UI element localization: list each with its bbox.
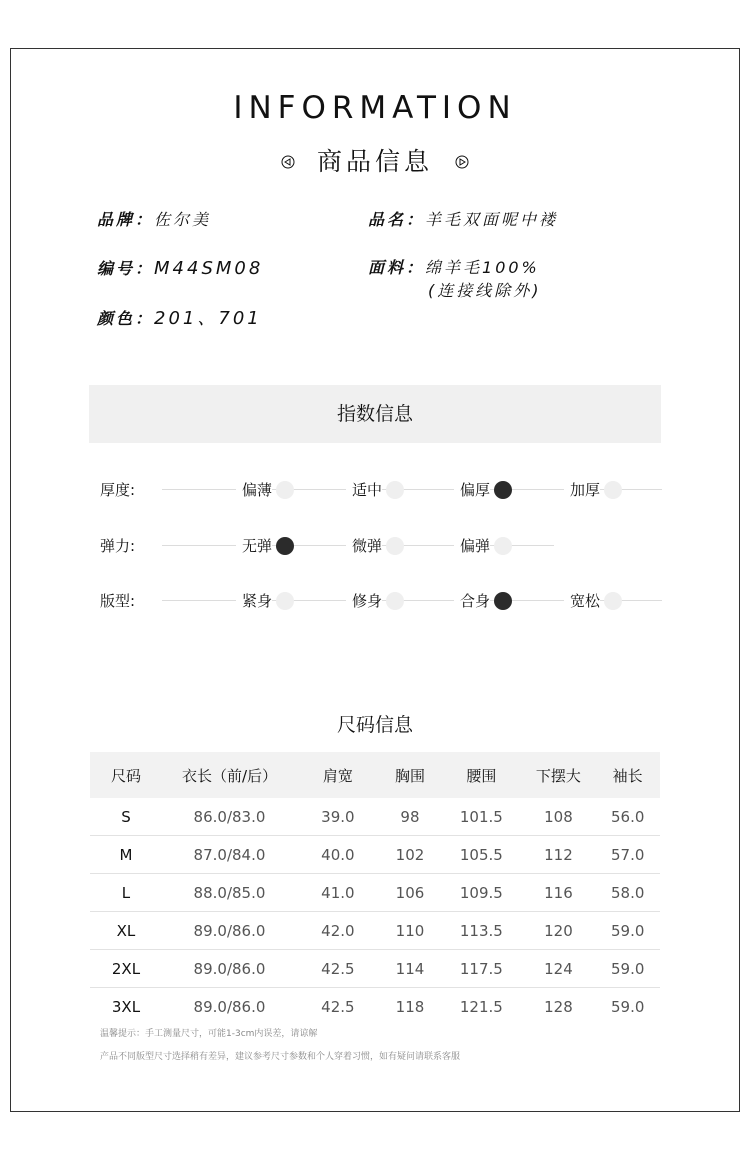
index-option-label: 加厚 bbox=[564, 478, 600, 502]
index-section-title: 指数信息 bbox=[89, 385, 661, 443]
note-line-1: 温馨提示：手工测量尺寸，可能1-3cm内误差，请谅解 bbox=[100, 1029, 318, 1039]
index-option bbox=[542, 478, 622, 502]
measure-cell: 101.5 bbox=[441, 798, 521, 836]
measure-cell: 59.0 bbox=[610, 997, 645, 1016]
index-option bbox=[214, 534, 294, 558]
measure-cell: 120 bbox=[521, 912, 595, 950]
measure-cell: 89.0/86.0 bbox=[162, 950, 297, 988]
unselected-dot-icon bbox=[604, 592, 622, 610]
index-row-label: 厚度: bbox=[100, 481, 136, 499]
size-cell: XL bbox=[90, 912, 162, 950]
measure-cell: 41.0 bbox=[297, 874, 379, 912]
col-header: 衣长（前/后） bbox=[162, 752, 297, 798]
col-header: 肩宽 bbox=[297, 752, 379, 798]
index-option-label: 宽松 bbox=[564, 589, 600, 613]
measure-cell: 114 bbox=[379, 950, 441, 988]
measure-cell: 117.5 bbox=[441, 950, 521, 988]
measure-cell: 56.0 bbox=[595, 798, 660, 836]
brand-field bbox=[97, 207, 211, 230]
size-cell: 3XL bbox=[111, 997, 141, 1016]
index-option-label: 偏薄 bbox=[236, 478, 272, 502]
index-option-label: 微弹 bbox=[346, 534, 382, 558]
index-row-label: 版型: bbox=[100, 592, 136, 610]
name-field bbox=[368, 207, 558, 230]
measure-cell: 89.0/86.0 bbox=[193, 997, 266, 1016]
unselected-dot-icon bbox=[386, 537, 404, 555]
unselected-dot-icon bbox=[386, 481, 404, 499]
measure-cell: 89.0/86.0 bbox=[162, 912, 297, 950]
selected-dot-icon bbox=[494, 481, 512, 499]
fabric-label: 面料： bbox=[368, 258, 426, 277]
measure-cell: 118 bbox=[395, 997, 425, 1016]
code-label: 编号： bbox=[97, 259, 155, 278]
index-option bbox=[432, 589, 512, 613]
measure-cell: 109.5 bbox=[441, 874, 521, 912]
col-header: 腰围 bbox=[441, 752, 521, 798]
index-option bbox=[214, 589, 294, 613]
index-option-label: 合身 bbox=[454, 589, 490, 613]
name-value: 羊毛双面呢中褛 bbox=[425, 210, 559, 229]
unselected-dot-icon bbox=[386, 592, 404, 610]
measure-cell: 39.0 bbox=[297, 798, 379, 836]
color-value: 201、701 bbox=[154, 308, 262, 329]
measure-cell: 124 bbox=[521, 950, 595, 988]
fabric-note: (连接线除外) bbox=[428, 281, 542, 300]
index-row bbox=[100, 534, 665, 558]
measure-cell: 40.0 bbox=[297, 836, 379, 874]
page-title: INFORMATION bbox=[233, 90, 517, 126]
index-option-label: 紧身 bbox=[236, 589, 272, 613]
page-subtitle bbox=[0, 142, 750, 178]
index-option bbox=[214, 478, 294, 502]
index-option-label: 修身 bbox=[346, 589, 382, 613]
selected-dot-icon bbox=[276, 537, 294, 555]
selected-dot-icon bbox=[494, 592, 512, 610]
table-row bbox=[90, 912, 660, 950]
measure-cell: 98 bbox=[379, 798, 441, 836]
fabric-value: 绵羊毛100% bbox=[425, 258, 540, 277]
brand-value: 佐尔美 bbox=[154, 210, 212, 229]
index-option-label: 偏弹 bbox=[454, 534, 490, 558]
measure-cell: 88.0/85.0 bbox=[162, 874, 297, 912]
size-table bbox=[90, 752, 660, 1025]
measure-cell: 102 bbox=[379, 836, 441, 874]
col-header: 袖长 bbox=[595, 752, 660, 798]
size-cell: M bbox=[90, 836, 162, 874]
note-line-2: 产品不同版型尺寸选择稍有差异，建议参考尺寸参数和个人穿着习惯，如有疑问请联系客服 bbox=[100, 1052, 461, 1062]
size-cell: S bbox=[90, 798, 162, 836]
measure-cell: 42.5 bbox=[321, 997, 355, 1016]
measure-cell: 87.0/84.0 bbox=[162, 836, 297, 874]
table-row bbox=[90, 798, 660, 836]
measure-cell: 86.0/83.0 bbox=[162, 798, 297, 836]
right-arrow-icon bbox=[455, 155, 469, 169]
name-label: 品名： bbox=[368, 210, 426, 229]
measure-cell: 110 bbox=[379, 912, 441, 950]
measure-cell: 106 bbox=[379, 874, 441, 912]
measure-cell: 58.0 bbox=[595, 874, 660, 912]
size-section-title: 尺码信息 bbox=[336, 714, 413, 736]
table-row bbox=[90, 988, 660, 1026]
unselected-dot-icon bbox=[276, 481, 294, 499]
measure-cell: 59.0 bbox=[595, 950, 660, 988]
measure-cell: 59.0 bbox=[595, 912, 660, 950]
color-field bbox=[97, 304, 262, 330]
measure-cell: 105.5 bbox=[441, 836, 521, 874]
code-field bbox=[97, 256, 263, 279]
index-option-label: 适中 bbox=[346, 478, 382, 502]
index-option bbox=[324, 534, 404, 558]
table-row bbox=[90, 874, 660, 912]
col-header: 尺码 bbox=[90, 752, 162, 798]
index-option bbox=[324, 589, 404, 613]
index-option bbox=[542, 589, 622, 613]
subtitle-text: 商品信息 bbox=[316, 147, 433, 176]
unselected-dot-icon bbox=[604, 481, 622, 499]
index-row bbox=[100, 478, 665, 502]
measure-cell: 113.5 bbox=[441, 912, 521, 950]
index-row bbox=[100, 589, 665, 613]
table-row bbox=[90, 950, 660, 988]
measure-cell: 116 bbox=[521, 874, 595, 912]
measure-cell: 42.0 bbox=[297, 912, 379, 950]
brand-label: 品牌： bbox=[97, 210, 155, 229]
index-option bbox=[432, 534, 512, 558]
size-cell: L bbox=[90, 874, 162, 912]
index-option-label: 偏厚 bbox=[454, 478, 490, 502]
size-table-header bbox=[90, 752, 660, 798]
color-label: 颜色： bbox=[97, 309, 155, 328]
measure-cell: 112 bbox=[521, 836, 595, 874]
col-header: 下摆大 bbox=[521, 752, 595, 798]
measure-cell: 108 bbox=[521, 798, 595, 836]
index-option bbox=[324, 478, 404, 502]
measure-cell: 121.5 bbox=[459, 997, 503, 1016]
col-header: 胸围 bbox=[379, 752, 441, 798]
index-row-label: 弹力: bbox=[100, 537, 136, 555]
measure-cell: 128 bbox=[544, 997, 573, 1016]
index-option bbox=[432, 478, 512, 502]
left-arrow-icon bbox=[281, 155, 295, 169]
unselected-dot-icon bbox=[494, 537, 512, 555]
table-row bbox=[90, 836, 660, 874]
unselected-dot-icon bbox=[276, 592, 294, 610]
size-cell: 2XL bbox=[90, 950, 162, 988]
index-option-label: 无弹 bbox=[236, 534, 272, 558]
fabric-field bbox=[368, 255, 542, 301]
measure-cell: 57.0 bbox=[595, 836, 660, 874]
code-value: M44SM08 bbox=[154, 258, 264, 279]
measure-cell: 42.5 bbox=[297, 950, 379, 988]
